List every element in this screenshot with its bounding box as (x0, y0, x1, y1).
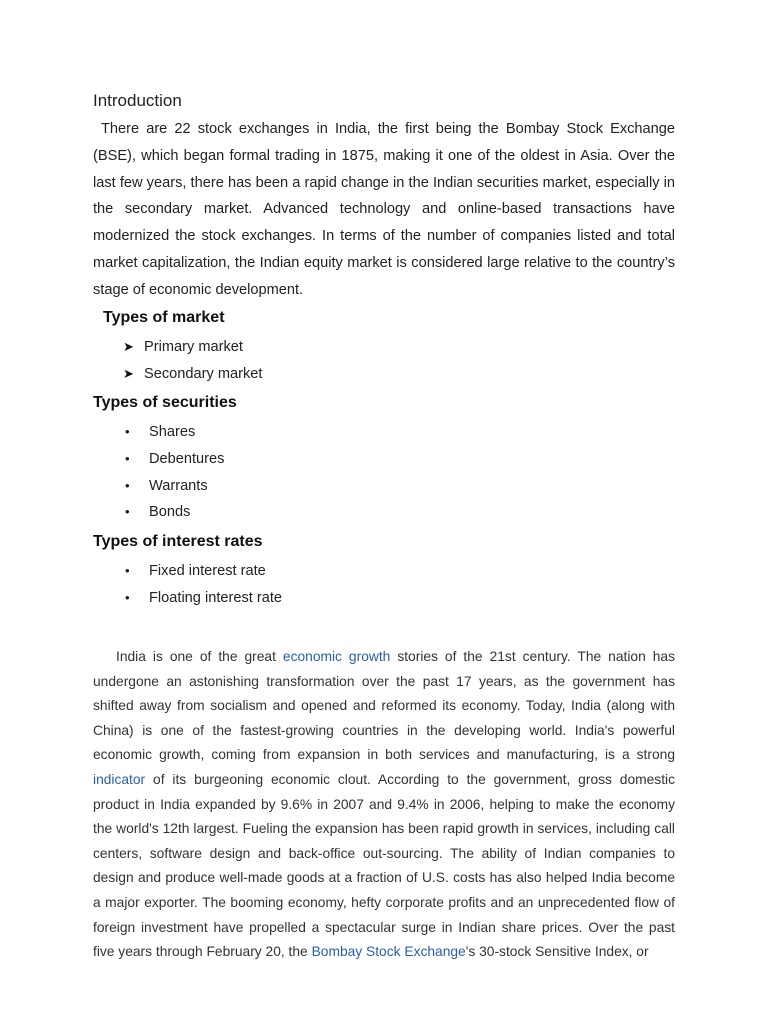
dot-bullet-icon: • (125, 504, 130, 520)
dot-bullet-icon: • (125, 450, 130, 466)
list-item (93, 473, 224, 500)
list-item (93, 361, 262, 388)
list-item-label: Primary market (144, 339, 243, 355)
list-item-label: Floating interest rate (149, 589, 283, 606)
economic-growth-link[interactable]: economic growth (282, 649, 391, 664)
list-item-label: Bonds (149, 504, 191, 521)
types-of-securities-heading: Types of securities (93, 394, 237, 411)
list-item-label: Secondary market (144, 365, 263, 382)
body-text: of its burgeoning economic clout. According to the government, gross domestic product in India expanded by 9.6% in 2007 and 9.4% in 2006, helping to make the economy the world's 12th largest. Fueling the expansion has been rapid growth in services, including call centers, software design and back-office out-sourcing. The ability of Indian companies to design and produce well-made goods at a fraction of U.S. costs has also helped India become a major exporter. The booming economy, hefty corporate profits and an unprecedented flow of foreign investment have propelled a spectacular surge in Indian share prices. Over the past five years through February 20, the (93, 771, 675, 960)
list-item (93, 558, 282, 585)
body-text: 's 30-stock Sensitive Index, or (465, 944, 649, 960)
list-item (93, 419, 224, 446)
list-item (93, 585, 282, 612)
dot-bullet-icon: • (125, 477, 130, 493)
introduction-heading: Introduction (93, 91, 182, 110)
types-of-securities-list (93, 419, 224, 526)
dot-bullet-icon: • (125, 563, 130, 578)
list-item-label: Fixed interest rate (149, 563, 266, 579)
types-of-market-heading: Types of market (103, 309, 225, 326)
indicator-link[interactable]: indicator (93, 771, 146, 787)
dot-bullet-icon: • (125, 424, 130, 439)
body-paragraph (93, 645, 675, 965)
arrow-bullet-icon: ➤ (123, 365, 134, 381)
list-item-label: Shares (149, 424, 196, 440)
list-item (93, 334, 262, 361)
list-item-label: Debentures (149, 450, 225, 467)
arrow-bullet-icon: ➤ (123, 339, 134, 354)
body-text: India is one of the great (116, 649, 283, 664)
list-item-label: Warrants (149, 477, 208, 494)
list-item (93, 446, 224, 473)
body-text: stories of the 21st century. The nation has undergone an astonishing transformation over the past 17 years, as the government has shifted away from socialism and opened and reformed its economy. Today, India (along with China) is one of the fastest-growing countries in the developing world. India's powerful economic growth, coming from expansion in both services and manufacturing, is a strong (93, 649, 675, 763)
list-item (93, 499, 224, 526)
types-of-interest-rates-list (93, 558, 282, 612)
dot-bullet-icon: • (125, 589, 130, 605)
types-of-market-list (93, 334, 262, 388)
introduction-paragraph: There are 22 stock exchanges in India, the first being the Bombay Stock Exchange (BSE), which began formal trading in 1875, making it one of the oldest in Asia. Over the last few years, there has been a rapid change in the Indian securities market, especially in the secondary market. Advanced technology and online-based transactions have modernized the stock exchanges. In terms of the number of companies listed and total market capitalization, the Indian equity market is considered large relative to the country’s stage of economic development. (93, 121, 675, 298)
bombay-stock-exchange-link[interactable]: Bombay Stock Exchange (311, 944, 466, 960)
types-of-interest-rates-heading: Types of interest rates (93, 533, 263, 550)
